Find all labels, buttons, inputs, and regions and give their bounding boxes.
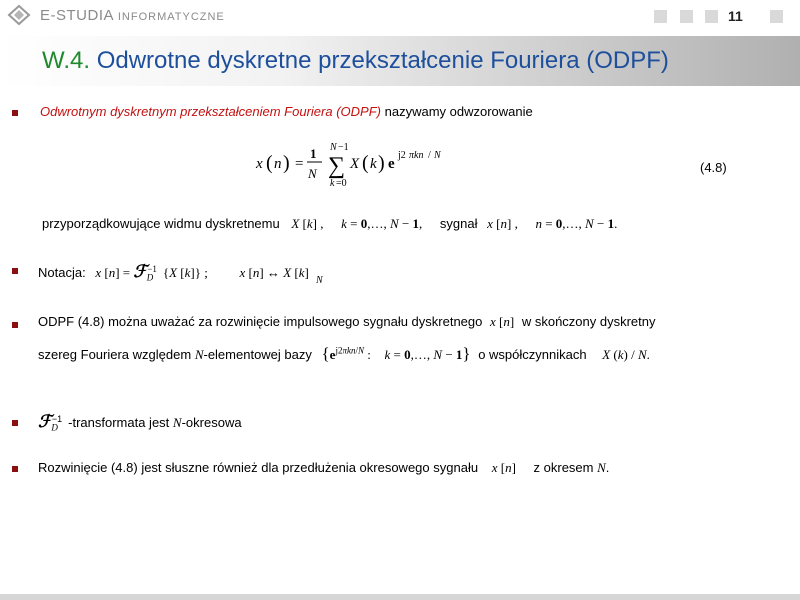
header-bar bbox=[0, 0, 800, 30]
svg-text:1: 1 bbox=[310, 146, 317, 161]
svg-text:n: n bbox=[274, 156, 282, 172]
svg-text:=0: =0 bbox=[336, 178, 347, 189]
svg-text:(: ( bbox=[266, 152, 273, 174]
nav-square-1[interactable] bbox=[654, 10, 667, 23]
logo-icon bbox=[6, 4, 32, 26]
svg-text:): ) bbox=[283, 152, 290, 174]
bullet-marker bbox=[12, 322, 18, 328]
svg-text:X: X bbox=[350, 156, 360, 172]
footer-bar bbox=[0, 594, 800, 600]
svg-text:x: x bbox=[256, 156, 263, 172]
svg-text:): ) bbox=[378, 152, 385, 174]
notation-line: Notacja: x [n] = ℱ$_D^{-1}$ {X [k]} ; x [n] ↔ X [k] bbox=[38, 262, 309, 283]
odpf-expansion-text: ODPF (4.8) można uważać za rozwinięcie impulsowego sygnału dyskretnego x [n] w skończony dyskretny bbox=[38, 314, 656, 329]
svg-text:j2: j2 bbox=[398, 150, 406, 161]
page-number: 11 bbox=[728, 8, 743, 24]
svg-text:k: k bbox=[370, 156, 377, 172]
svg-text:∑: ∑ bbox=[328, 153, 346, 179]
bullet-marker bbox=[12, 466, 18, 472]
svg-text:N: N bbox=[434, 150, 441, 161]
mapping-text: przyporządkowujące widmu dyskretnemu X [k] , k = 0,…, N − 1, sygnał x [n] , n = 0,…, N − 1. bbox=[42, 216, 618, 231]
page-title: W.4. Odwrotne dyskretne przekształcenie Fouriera (ODPF) bbox=[42, 47, 669, 74]
svg-text:e: e bbox=[388, 156, 395, 172]
odpf-basis-text: szereg Fouriera względem N-elementowej bazy {$e^{j2\pi kn/N}$ : k = 0,…, N − 1} o współczynnikach X (k) / N. bbox=[38, 344, 650, 363]
formula-4-8 bbox=[250, 136, 470, 192]
logo-text: E-STUDIA INFORMATYCZNE bbox=[40, 7, 225, 24]
bullet-marker bbox=[12, 110, 18, 116]
svg-text:πkn: πkn bbox=[409, 150, 424, 161]
svg-text:−1: −1 bbox=[338, 142, 349, 153]
svg-text:N: N bbox=[308, 166, 317, 181]
svg-text:(: ( bbox=[362, 152, 369, 174]
definition-text: Odwrotnym dyskretnym przekształceniem Fouriera (ODPF) nazywamy odwzorowanie bbox=[40, 104, 533, 119]
equation-label: (4.8) bbox=[700, 160, 727, 175]
bullet-marker bbox=[12, 420, 18, 426]
nav-square-3[interactable] bbox=[705, 10, 718, 23]
notation-subscript: N bbox=[316, 275, 323, 286]
nav-square-4[interactable] bbox=[770, 10, 783, 23]
svg-text:k: k bbox=[330, 178, 335, 189]
bullet-marker bbox=[12, 268, 18, 274]
periodic-extension-text: Rozwinięcie (4.8) jest słuszne również dla przedłużenia okresowego sygnału x [n] z okresem N. bbox=[38, 460, 610, 475]
periodicity-text: ℱ$_D^{-1}$ -transformata jest N-okresowa bbox=[38, 412, 242, 433]
svg-text:/: / bbox=[428, 150, 431, 161]
svg-text:N: N bbox=[330, 142, 337, 153]
svg-text:=: = bbox=[295, 156, 304, 172]
nav-square-2[interactable] bbox=[680, 10, 693, 23]
